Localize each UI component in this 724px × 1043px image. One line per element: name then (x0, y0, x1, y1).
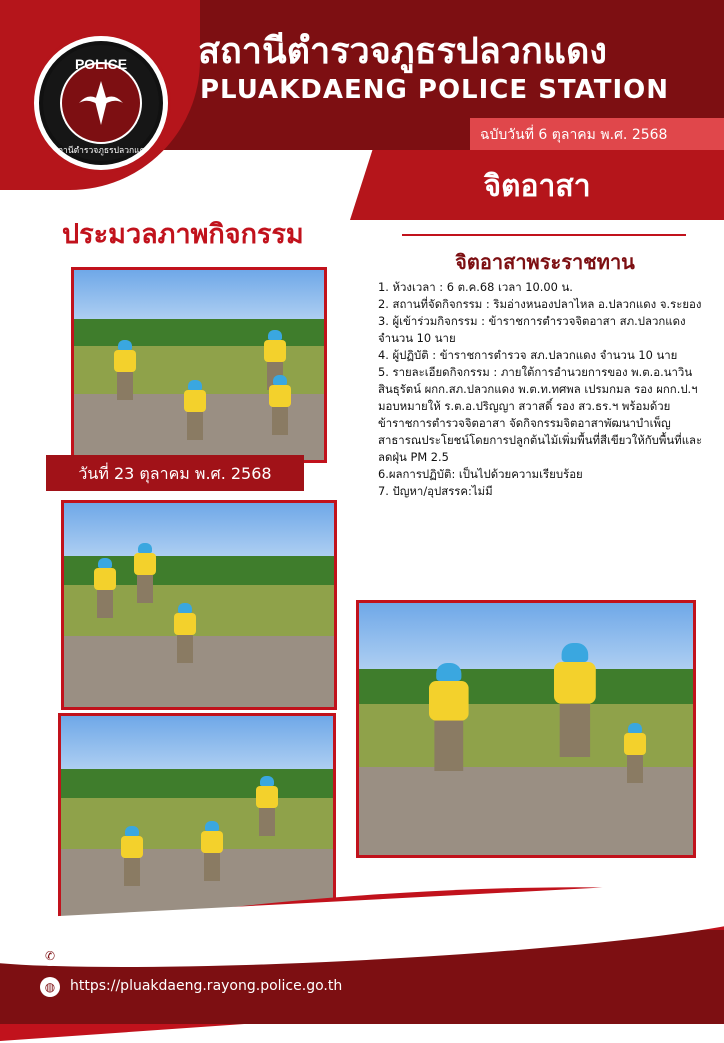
police-logo (34, 36, 168, 170)
detail-line: 1. ห้วงเวลา : 6 ต.ค.68 เวลา 10.00 น. (378, 280, 573, 294)
detail-line: 5. รายละเอียดกิจกรรม : ภายใต้การอำนวยการของ พ.ต.อ.นาวิน สินธุรัตน์ ผกก.สภ.ปลวกแดง พ.ต.ท.ทศพล เปรมกมล รอง ผกก.ป.ฯ มอบหมายให้ ร.ต.อ.ปริญญา สวาสดิ์ รอง สว.ธร.ฯ พร้อมด้วยข้าราชการตำรวจจิตอาสา จัดกิจกรรมจิตอาสาพัฒนาบำเพ็ญสาธารณประโยชน์โดยการปลูกต้นไม้เพิ่มพื้นที่สีเขียวให้กับพื้นที่และลดฝุ่น PM 2.5 (378, 365, 703, 464)
banner-label: จิตอาสา (483, 169, 591, 204)
detail-line: 2. สถานที่จัดกิจกรรม : ริมอ่างหนองปลาไหล อ.ปลวกแดง จ.ระยอง (378, 297, 702, 311)
police-emblem-icon (39, 41, 163, 165)
section-title: ประมวลภาพกิจกรรม (62, 219, 304, 250)
photo-date: วันที่ 23 ตุลาคม พ.ศ. 2568 (78, 464, 272, 483)
logo-ring-text: สถานีตำรวจภูธรปลวกแดง (52, 145, 150, 155)
activity-photo-2 (61, 500, 337, 710)
issue-date: ฉบับวันที่ 6 ตุลาคม พ.ศ. 2568 (480, 127, 668, 143)
logo-text: POLICE (74, 56, 128, 72)
station-title-english: PLUAKDAENG POLICE STATION (200, 75, 670, 105)
detail-line: 7. ปัญหา/อุปสรรค:ไม่มี (378, 484, 493, 498)
heading-divider (402, 234, 686, 236)
detail-line: 6.ผลการปฏิบัติ: เป็นไปด้วยความเรียบร้อย (378, 467, 583, 481)
phone-icon: ✆ (40, 946, 60, 966)
activity-details (378, 279, 708, 500)
detail-line: 3. ผู้เข้าร่วมกิจกรรม : ข้าราชการตำรวจจิตอาสา สภ.ปลวกแดง จำนวน 10 นาย (378, 314, 686, 345)
station-title-thai: สถานีตำรวจภูธรปลวกแดง (198, 31, 607, 72)
activity-photo-3 (58, 713, 336, 924)
article-heading: จิตอาสาพระราชทาน (455, 250, 635, 274)
activity-photo-1 (71, 267, 327, 463)
website-link[interactable]: https://pluakdaeng.rayong.police.go.th (70, 978, 343, 994)
detail-line: 4. ผู้ปฏิบัติ : ข้าราชการตำรวจ สภ.ปลวกแดง จำนวน 10 นาย (378, 348, 678, 362)
activity-photo-4 (356, 600, 696, 858)
phone-number[interactable]: 038 659 101 (70, 947, 160, 963)
globe-icon: ◍ (40, 977, 60, 997)
